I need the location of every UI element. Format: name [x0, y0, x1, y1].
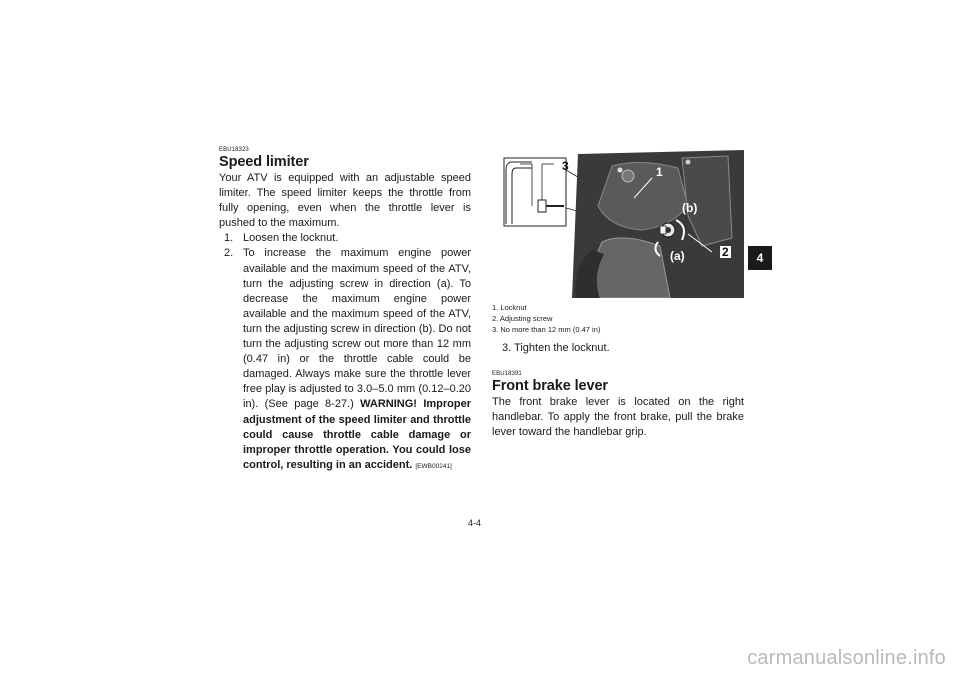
- chapter-tab: 4: [748, 246, 772, 270]
- step-3-text: 3. Tighten the locknut.: [502, 342, 610, 354]
- warning-code: [EWB00241]: [415, 462, 452, 470]
- step-item: [219, 246, 471, 473]
- speed-limiter-illustration: [492, 146, 744, 298]
- page-number: 4-4: [468, 518, 482, 528]
- watermark-text: carmanualsonline.info: [747, 647, 946, 669]
- figure-label-3: 3: [562, 159, 569, 173]
- section-heading-front-brake: Front brake lever: [492, 378, 608, 394]
- left-column: [219, 146, 471, 474]
- figure-label-b: (b): [682, 201, 698, 215]
- front-brake-paragraph: The front brake lever is located on the right handlebar. To apply the front brake, pull the brake lever toward the handlebar grip.: [492, 396, 744, 439]
- step-number: 1.: [224, 232, 234, 245]
- intro-paragraph: Your ATV is equipped with an adjustable speed limiter. The speed limiter keeps the throttle from fully opening, even when the throttle lever is pushed to the maximum.: [219, 172, 471, 230]
- step-item: [219, 231, 471, 246]
- step-text: To increase the maximum engine power available and the maximum speed of the ATV, turn the adjusting screw in direction (a). To decrease the maximum engine power available and the maximum speed of the ATV, turn the adjusting screw in direction (b). Do not turn the adjusting screw out more than 12 mm (0.47 in) or the throttle cable could be damaged. Always make sure the throttle lever free play is adjusted to 3.0–5.0 mm (0.12–0.20 in). (See page 8-27.): [243, 247, 471, 411]
- step-number: 2.: [224, 247, 234, 260]
- figure-label-2: 2: [722, 245, 729, 259]
- illustration-drawing: [492, 146, 744, 298]
- legend-item: 2. Adjusting screw: [492, 314, 553, 323]
- figure-label-a: (a): [670, 249, 685, 263]
- legend-item: 3. No more than 12 mm (0.47 in): [492, 325, 601, 334]
- section-code: EBU18323: [219, 147, 249, 153]
- warning-text: WARNING! Improper adjustment of the speed limiter and throttle could cause throttle cable damage or improper throttle operation. You could lose control, resulting in an accident.: [243, 398, 471, 471]
- right-column: [492, 146, 744, 440]
- legend-item: 1. Locknut: [492, 303, 527, 312]
- figure-label-1: 1: [656, 165, 663, 179]
- steps-list: [219, 231, 471, 474]
- figure-legend: [492, 302, 744, 335]
- section-heading-speed-limiter: Speed limiter: [219, 154, 309, 170]
- section-code-brake: EBU18391: [492, 371, 522, 377]
- step-text: Loosen the locknut.: [243, 232, 339, 245]
